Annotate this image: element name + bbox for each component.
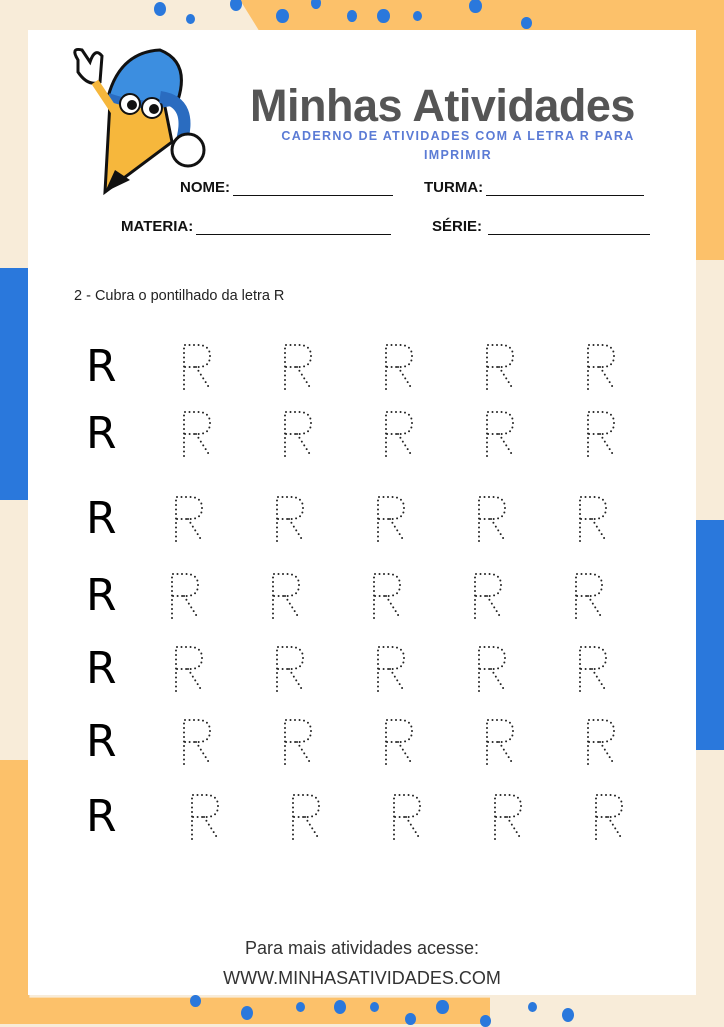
decor-dot <box>480 1015 491 1027</box>
solid-letter: R <box>86 574 117 618</box>
dotted-letter <box>180 410 214 458</box>
dotted-letter <box>281 718 315 766</box>
turma-field[interactable] <box>424 179 644 196</box>
serie-field[interactable] <box>432 218 650 235</box>
solid-letter: R <box>86 720 117 764</box>
decor-dot <box>334 1000 346 1014</box>
dotted-letter <box>475 645 509 693</box>
dotted-letter <box>584 343 618 391</box>
blue-decor-left <box>0 268 28 500</box>
dotted-letter <box>382 718 416 766</box>
decor-dot <box>154 2 166 16</box>
dotted-letter <box>180 343 214 391</box>
solid-letter: R <box>86 345 117 389</box>
decor-dot <box>230 0 242 11</box>
decor-dot <box>347 10 357 22</box>
dotted-letter <box>281 410 315 458</box>
dotted-letter <box>273 645 307 693</box>
turma-line[interactable] <box>486 181 644 196</box>
decor-dot <box>370 1002 379 1012</box>
turma-label: TURMA: <box>424 179 483 196</box>
page-subtitle <box>258 127 658 165</box>
instruction-text: 2 - Cubra o pontilhado da letra R <box>74 288 284 304</box>
dotted-letter <box>572 572 606 620</box>
dotted-letter <box>576 495 610 543</box>
subtitle-line-2: IMPRIMIR <box>258 146 658 165</box>
decor-dot <box>436 1000 449 1015</box>
dotted-letter <box>390 793 424 841</box>
dotted-letter <box>584 410 618 458</box>
decor-dot <box>413 11 422 21</box>
dotted-letter <box>269 572 303 620</box>
decor-dot <box>241 1006 253 1020</box>
subtitle-line-1: CADERNO DE ATIVIDADES COM A LETRA R PARA <box>258 127 658 146</box>
decor-dot <box>562 1008 574 1022</box>
solid-letter: R <box>86 795 117 839</box>
nome-line[interactable] <box>233 181 393 196</box>
materia-label: MATERIA: <box>121 218 193 235</box>
solid-letter: R <box>86 412 117 456</box>
materia-line[interactable] <box>196 220 391 235</box>
dotted-letter <box>180 718 214 766</box>
footer-text: Para mais atividades acesse: <box>0 938 724 959</box>
dotted-letter <box>188 793 222 841</box>
decor-dot <box>276 9 289 24</box>
dotted-letter <box>168 572 202 620</box>
dotted-letter <box>483 343 517 391</box>
dotted-letter <box>475 495 509 543</box>
nome-field[interactable] <box>180 179 393 196</box>
dotted-letter <box>273 495 307 543</box>
decor-dot <box>296 1002 305 1012</box>
dotted-letter <box>172 645 206 693</box>
decor-dot <box>405 1013 416 1026</box>
decor-dot <box>186 14 195 24</box>
dotted-letter <box>382 410 416 458</box>
serie-line[interactable] <box>488 220 650 235</box>
dotted-letter <box>483 410 517 458</box>
dotted-letter <box>584 718 618 766</box>
dotted-letter <box>592 793 626 841</box>
dotted-letter <box>576 645 610 693</box>
dotted-letter <box>370 572 404 620</box>
nome-label: NOME: <box>180 179 230 196</box>
decor-dot <box>311 0 321 9</box>
decor-dot <box>521 17 532 30</box>
materia-field[interactable] <box>121 218 391 235</box>
decor-dot <box>190 995 201 1008</box>
page-title: Minhas Atividades <box>230 80 655 132</box>
dotted-letter <box>491 793 525 841</box>
footer-url[interactable]: WWW.MINHASATIVIDADES.COM <box>0 968 724 989</box>
decor-dot <box>528 1002 537 1012</box>
solid-letter: R <box>86 497 117 541</box>
blue-decor-right <box>696 520 724 750</box>
solid-letter: R <box>86 647 117 691</box>
dotted-letter <box>374 495 408 543</box>
dotted-letter <box>382 343 416 391</box>
serie-label: SÉRIE: <box>432 218 482 235</box>
dotted-letter <box>172 495 206 543</box>
dotted-letter <box>483 718 517 766</box>
dotted-letter <box>374 645 408 693</box>
pencil-mascot-icon <box>60 42 215 202</box>
decor-dot <box>469 0 482 13</box>
dotted-letter <box>281 343 315 391</box>
dotted-letter <box>289 793 323 841</box>
decor-dot <box>377 9 390 24</box>
dotted-letter <box>471 572 505 620</box>
